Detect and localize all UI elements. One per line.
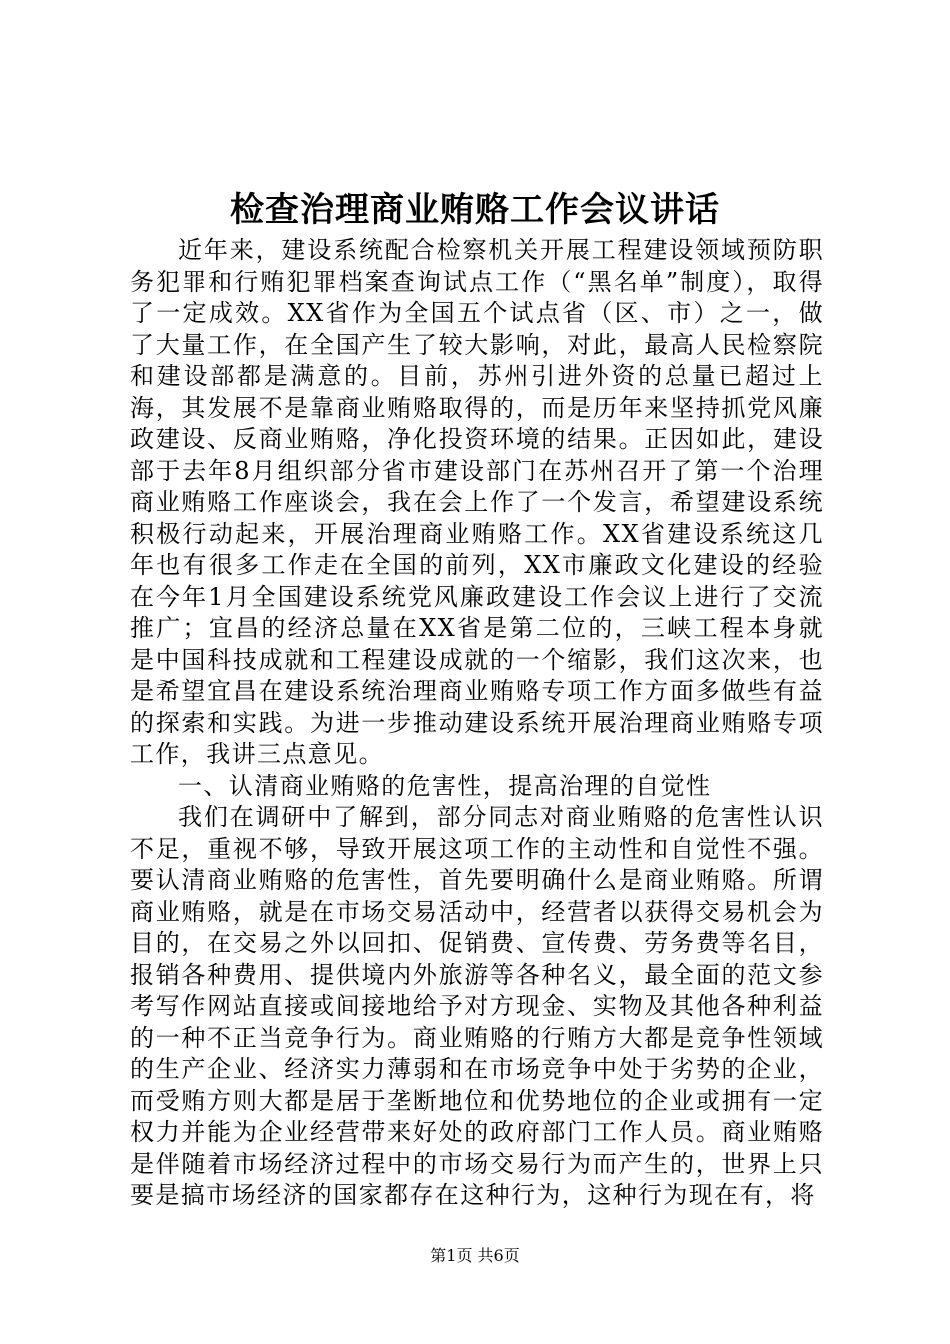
paragraph-section-1: 我们在调研中了解到，部分同志对商业贿赂的危害性认识不足，重视不够，导致开展这项工作的主动性和自觉性不强。要认清商业贿赂的危害性，首先要明确什么是商业贿赂。所谓商业贿赂，就是在市场交易活动中，经营者以获得交易机会为目的，在交易之外以回扣、促销费、宣传费、劳务费等名目，报销各种费用、提供境内外旅游等各种名义，最全面的范文参考写作网站直接或间接地给予对方现金、实物及其他各种利益的一种不正当竞争行为。商业贿赂的行贿方大都是竞争性领域的生产企业、经济实力薄弱和在市场竞争中处于劣势的企业，而受贿方则大都是居于垄断地位和优势地位的企业或拥有一定权力并能为企业经营带来好处的政府部门工作人员。商业贿赂是伴随着市场经济过程中的市场交易行为而产生的，世界上只要是搞市场经济的国家都存在这种行为，这种行为现在有，将 [130,803,824,1209]
document-body [130,235,824,1212]
paragraph-intro: 近年来，建设系统配合检察机关开展工程建设领域预防职务犯罪和行贿犯罪档案查询试点工作（“黑名单”制度），取得了一定成效。XX省作为全国五个试点省（区、市）之一，做了大量工作，在全国产生了较大影响，对此，最高人民检察院和建设部都是满意的。目前，苏州引进外资的总量已超过上海，其发展不是靠商业贿赂取得的，而是历年来坚持抓党风廉政建设、反商业贿赂，净化投资环境的结果。正因如此，建设部于去年8月组织部分省市建设部门在苏州召开了第一个治理商业贿赂工作座谈会，我在会上作了一个发言，希望建设系统积极行动起来，开展治理商业贿赂工作。XX省建设系统这几年也有很多工作走在全国的前列，XX市廉政文化建设的经验在今年1月全国建设系统党风廉政建设工作会议上进行了交流推广；宜昌的经济总量在XX省是第二位的，三峡工程本身就是中国科技成就和工程建设成就的一个缩影，我们这次来，也是希望宜昌在建设系统治理商业贿赂专项工作方面多做些有益的探索和实践。为进一步推动建设系统开展治理商业贿赂专项工作，我讲三点意见。 [130,236,824,768]
page-number-footer: 第1页 共6页 [430,1246,520,1265]
section-heading-1: 一、认清商业贿赂的危害性，提高治理的自觉性 [178,771,712,800]
document-title: 检查治理商业贿赂工作会议讲话 [230,190,720,230]
